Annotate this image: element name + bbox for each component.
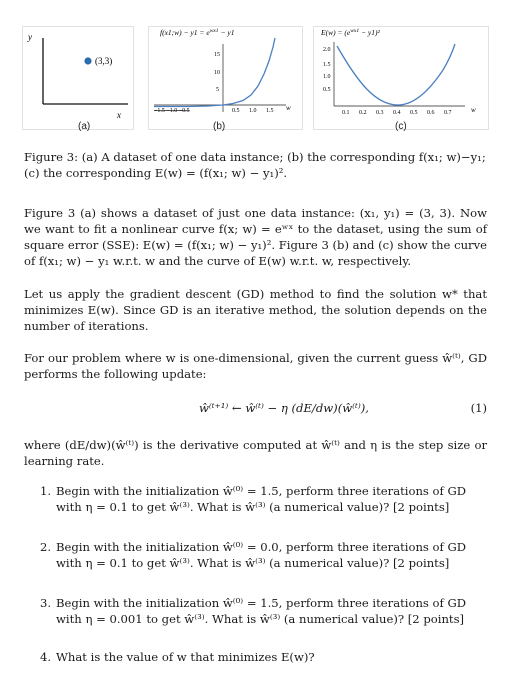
panel-a-y-label: y — [28, 32, 32, 42]
panel-a-tag: (a) — [78, 121, 91, 132]
panel-b-y-tick: 10 — [214, 70, 220, 76]
panel-b-y-tick: 15 — [214, 52, 220, 58]
panel-b-tag: (b) — [213, 121, 226, 132]
panel-b-y-tick: 5 — [216, 87, 219, 93]
question-number: 2. — [40, 540, 52, 554]
question-number: 3. — [40, 596, 52, 610]
panel-a-x-label: x — [117, 110, 121, 120]
panel-c-x-tick: 0.5 — [410, 110, 418, 116]
figure-panel-c — [313, 26, 489, 130]
question-text: Begin with the initialization ŵ⁽⁰⁾ = 1.5, perform three iterations of GD with η = 0.1 to get ŵ⁽³⁾. What is ŵ⁽³⁾ (a numerical value)? [2 points] — [56, 484, 467, 514]
panel-c-x-tick: 0.3 — [376, 110, 384, 116]
panel-c-y-tick: 2.0 — [323, 47, 331, 53]
question-1 — [40, 483, 486, 515]
panel-c-y-tick: 1.0 — [323, 74, 331, 80]
question-text: Begin with the initialization ŵ⁽⁰⁾ = 0.0, perform three iterations of GD with η = 0.1 to get ŵ⁽³⁾. What is ŵ⁽³⁾ (a numerical value)? [2 points] — [56, 540, 467, 570]
question-number: 4. — [40, 650, 52, 664]
panel-a-data-point — [84, 57, 91, 64]
caption-line-2: (c) the corresponding E(w) = (f(x₁; w) − y₁)². — [24, 166, 288, 180]
panel-c-x-label: w — [471, 106, 476, 114]
panel-c-x-tick: 0.7 — [444, 110, 452, 116]
panel-b-x-tick-negative: −1.5 −1.0 −0.5 — [154, 108, 190, 114]
figure-caption — [24, 149, 490, 181]
panel-a-point-label: (3,3) — [95, 56, 113, 66]
caption-line-1: Figure 3: (a) A dataset of one data instance; (b) the corresponding f(x₁; w)−y₁; — [24, 150, 486, 164]
panel-b-x-tick: 1.5 — [266, 108, 274, 114]
figure-panel-a — [22, 26, 134, 130]
question-3 — [40, 595, 486, 627]
panel-b-x-tick: 1.0 — [249, 108, 257, 114]
paragraph-update-intro: For our problem where w is one-dimensional, given the current guess ŵ⁽ᵗ⁾, GD performs the following update: — [24, 351, 487, 381]
question-4 — [40, 649, 486, 665]
paragraph-dataset: Figure 3 (a) shows a dataset of just one data instance: (x₁, y₁) = (3, 3). Now we want to fit a nonlinear curve f(x; w) = eʷˣ to the dataset, using the sum of square error (SSE): E(w) = (f(x₁; w) − y₁)². Figure 3 (b) and (c) show the curve of f(x₁; w) − y₁ w.r.t. w and the curve of E(w) w.r.t. w, respectively. — [24, 206, 487, 268]
panel-c-x-tick: 0.6 — [427, 110, 435, 116]
panel-c-title: $E(w) = (e^{wx1} - y1)^2$ — [321, 28, 380, 37]
panel-c-x-tick: 0.2 — [359, 110, 367, 116]
panel-c-y-tick: 1.5 — [323, 62, 331, 68]
equation-1-number: (1) — [470, 401, 487, 415]
question-text: What is the value of w that minimizes E(w)? — [56, 650, 315, 664]
equation-1-body: ŵ⁽ᵗ⁺¹⁾ ← ŵ⁽ᵗ⁾ − η (dE/dw)(ŵ⁽ᵗ⁾), — [199, 401, 369, 415]
panel-c-x-tick: 0.4 — [393, 110, 401, 116]
question-number: 1. — [40, 484, 52, 498]
panel-b-x-tick: 0.5 — [232, 108, 240, 114]
panel-c-x-tick: 0.1 — [342, 110, 350, 116]
question-text: Begin with the initialization ŵ⁽⁰⁾ = 1.5, perform three iterations of GD with η = 0.001 to get ŵ⁽³⁾. What is ŵ⁽³⁾ (a numerical value)? [2 points] — [56, 596, 467, 626]
panel-b-x-label: w — [286, 104, 291, 112]
panel-c-y-tick: 0.5 — [323, 87, 331, 93]
equation-1 — [24, 401, 487, 421]
figure-panel-b — [148, 26, 303, 130]
panel-c-tag: (c) — [395, 121, 407, 132]
paragraph-derivative-note: where (dE/dw)(ŵ⁽ᵗ⁾) is the derivative computed at ŵ⁽ᵗ⁾ and η is the step size or learning rate. — [24, 438, 487, 468]
panel-b-title: f(x1;w) − $y1 = e^{wx1} - y1$ — [160, 28, 235, 37]
question-2 — [40, 539, 486, 571]
paragraph-gradient-descent: Let us apply the gradient descent (GD) method to find the solution w* that minimizes E(w). Since GD is an iterative method, the solution depends on the number of iterations. — [24, 287, 487, 333]
